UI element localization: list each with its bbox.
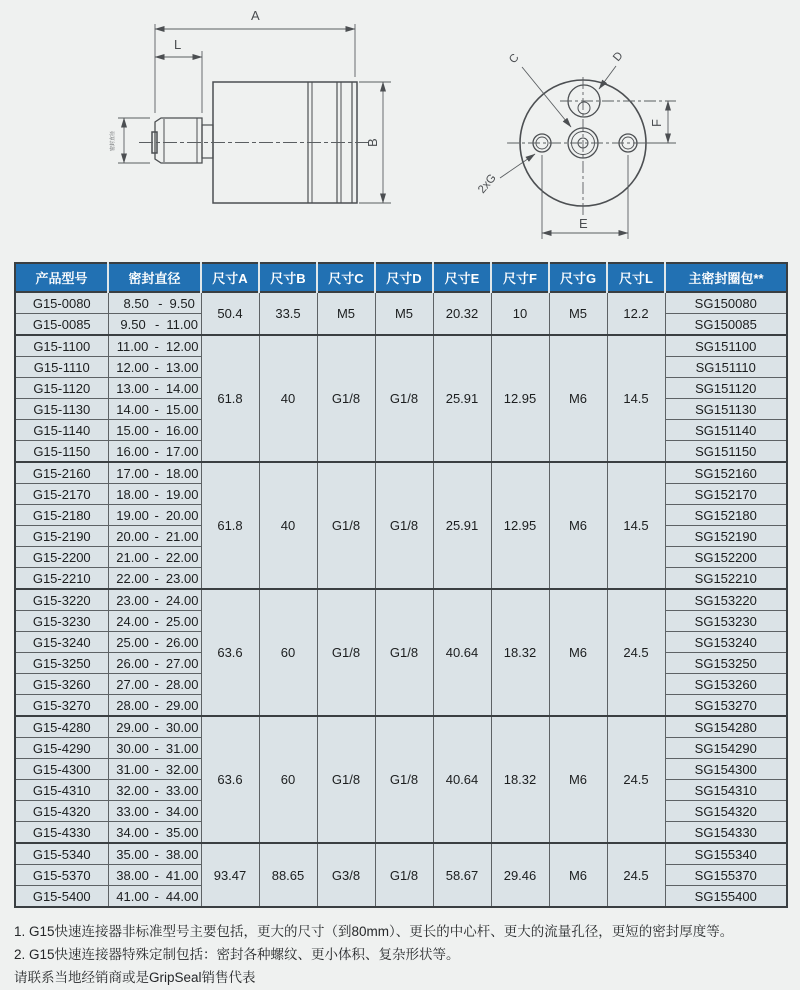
port-label-c: C [507, 51, 522, 66]
dim-cell-F: 12.95 [491, 335, 549, 462]
seal-diameter-cell: 26.00 - 27.00 [108, 653, 201, 674]
seal-diameter-cell: 35.00 - 38.00 [108, 843, 201, 865]
column-header-6: 尺寸E [433, 263, 491, 292]
seal-package-cell: SG154310 [665, 780, 787, 801]
seal-package-cell: SG153230 [665, 611, 787, 632]
seal-diameter-label: 密封直径 [110, 130, 116, 152]
model-cell: G15-5340 [15, 843, 108, 865]
dim-cell-A: 50.4 [201, 292, 259, 335]
port-label-d: D [611, 49, 626, 64]
dim-cell-L: 24.5 [607, 589, 665, 716]
seal-diameter-cell: 16.00 - 17.00 [108, 441, 201, 463]
table-row [15, 843, 787, 865]
column-header-10: 主密封圈包** [665, 263, 787, 292]
model-cell: G15-1140 [15, 420, 108, 441]
dim-cell-C: G1/8 [317, 589, 375, 716]
dim-cell-F: 29.46 [491, 843, 549, 907]
model-cell: G15-4330 [15, 822, 108, 844]
dim-cell-G: M6 [549, 716, 607, 843]
dim-cell-G: M5 [549, 292, 607, 335]
seal-diameter-cell: 21.00 - 22.00 [108, 547, 201, 568]
table-row [15, 335, 787, 357]
model-cell: G15-4280 [15, 716, 108, 738]
table-row [15, 292, 787, 314]
seal-diameter-cell: 20.00 - 21.00 [108, 526, 201, 547]
seal-diameter-cell: 23.00 - 24.00 [108, 589, 201, 611]
seal-package-cell: SG151140 [665, 420, 787, 441]
seal-package-cell: SG153240 [665, 632, 787, 653]
dim-cell-D: G1/8 [375, 335, 433, 462]
model-cell: G15-4310 [15, 780, 108, 801]
model-cell: G15-3250 [15, 653, 108, 674]
model-cell: G15-2200 [15, 547, 108, 568]
column-header-0: 产品型号 [15, 263, 108, 292]
column-header-7: 尺寸F [491, 263, 549, 292]
dim-cell-D: G1/8 [375, 462, 433, 589]
footnotes [14, 921, 800, 990]
table-row [15, 462, 787, 484]
model-cell: G15-3230 [15, 611, 108, 632]
seal-diameter-cell: 29.00 - 30.00 [108, 716, 201, 738]
dim-cell-F: 18.32 [491, 589, 549, 716]
footnote-2: 2. G15快速连接器特殊定制包括：密封各种螺纹、更小体积、复杂形状等。 [14, 946, 460, 962]
seal-diameter-cell: 15.00 - 16.00 [108, 420, 201, 441]
seal-package-cell: SG151150 [665, 441, 787, 463]
dim-cell-G: M6 [549, 843, 607, 907]
seal-package-cell: SG153270 [665, 695, 787, 717]
seal-diameter-cell: 38.00 - 41.00 [108, 865, 201, 886]
column-header-4: 尺寸C [317, 263, 375, 292]
dim-cell-E: 20.32 [433, 292, 491, 335]
dim-cell-G: M6 [549, 335, 607, 462]
dim-label-f: F [649, 119, 664, 127]
dim-cell-C: G1/8 [317, 462, 375, 589]
seal-package-cell: SG154280 [665, 716, 787, 738]
dim-cell-B: 88.65 [259, 843, 317, 907]
seal-package-cell: SG152190 [665, 526, 787, 547]
seal-package-cell: SG150080 [665, 292, 787, 314]
seal-package-cell: SG152200 [665, 547, 787, 568]
seal-diameter-cell: 30.00 - 31.00 [108, 738, 201, 759]
dim-label-l: L [174, 37, 182, 52]
column-header-5: 尺寸D [375, 263, 433, 292]
model-cell: G15-3270 [15, 695, 108, 717]
dim-cell-G: M6 [549, 462, 607, 589]
column-header-8: 尺寸G [549, 263, 607, 292]
dim-cell-A: 93.47 [201, 843, 259, 907]
dim-label-a: A [251, 8, 260, 23]
side-view-drawing [109, 8, 391, 203]
seal-package-cell: SG155400 [665, 886, 787, 908]
seal-package-cell: SG152170 [665, 484, 787, 505]
dim-label-b: B [365, 138, 380, 147]
dim-cell-L: 14.5 [607, 462, 665, 589]
model-cell: G15-2180 [15, 505, 108, 526]
dim-cell-E: 25.91 [433, 462, 491, 589]
dim-cell-E: 40.64 [433, 589, 491, 716]
column-header-1: 密封直径 [108, 263, 201, 292]
dim-cell-A: 61.8 [201, 335, 259, 462]
dim-cell-G: M6 [549, 589, 607, 716]
dim-cell-F: 18.32 [491, 716, 549, 843]
seal-diameter-cell: 31.00 - 32.00 [108, 759, 201, 780]
dim-cell-B: 60 [259, 589, 317, 716]
model-cell: G15-2170 [15, 484, 108, 505]
dim-cell-L: 14.5 [607, 335, 665, 462]
seal-package-cell: SG153260 [665, 674, 787, 695]
dim-cell-A: 63.6 [201, 716, 259, 843]
dim-cell-D: G1/8 [375, 716, 433, 843]
model-cell: G15-2210 [15, 568, 108, 590]
seal-package-cell: SG150085 [665, 314, 787, 336]
seal-diameter-cell: 22.00 - 23.00 [108, 568, 201, 590]
seal-diameter-cell: 25.00 - 26.00 [108, 632, 201, 653]
seal-diameter-cell: 41.00 - 44.00 [108, 886, 201, 908]
model-cell: G15-1150 [15, 441, 108, 463]
dim-cell-C: G1/8 [317, 716, 375, 843]
model-cell: G15-5370 [15, 865, 108, 886]
column-header-9: 尺寸L [607, 263, 665, 292]
model-cell: G15-1120 [15, 378, 108, 399]
dim-cell-C: G1/8 [317, 335, 375, 462]
seal-diameter-cell: 32.00 - 33.00 [108, 780, 201, 801]
seal-package-cell: SG151100 [665, 335, 787, 357]
model-cell: G15-0080 [15, 292, 108, 314]
model-cell: G15-4320 [15, 801, 108, 822]
footnote-contact: 请联系当地经销商或是GripSeal销售代表 [14, 969, 256, 985]
seal-package-cell: SG152180 [665, 505, 787, 526]
seal-package-cell: SG155340 [665, 843, 787, 865]
seal-package-cell: SG154330 [665, 822, 787, 844]
seal-package-cell: SG152210 [665, 568, 787, 590]
seal-package-cell: SG154300 [665, 759, 787, 780]
dim-cell-B: 60 [259, 716, 317, 843]
column-header-3: 尺寸B [259, 263, 317, 292]
dim-label-e: E [579, 216, 588, 231]
seal-diameter-cell: 18.00 - 19.00 [108, 484, 201, 505]
seal-diameter-cell: 12.00 - 13.00 [108, 357, 201, 378]
dim-cell-D: G1/8 [375, 589, 433, 716]
dim-cell-B: 40 [259, 462, 317, 589]
table-row [15, 589, 787, 611]
seal-diameter-cell: 8.50 - 9.50 [108, 292, 201, 314]
seal-package-cell: SG151120 [665, 378, 787, 399]
model-cell: G15-3220 [15, 589, 108, 611]
dim-cell-L: 24.5 [607, 716, 665, 843]
seal-diameter-cell: 24.00 - 25.00 [108, 611, 201, 632]
table-header [15, 263, 787, 292]
spec-table [14, 262, 788, 908]
dim-cell-E: 25.91 [433, 335, 491, 462]
model-cell: G15-1130 [15, 399, 108, 420]
dim-cell-E: 58.67 [433, 843, 491, 907]
seal-package-cell: SG151110 [665, 357, 787, 378]
dim-cell-C: G3/8 [317, 843, 375, 907]
table-row [15, 716, 787, 738]
dim-cell-C: M5 [317, 292, 375, 335]
seal-package-cell: SG154320 [665, 801, 787, 822]
model-cell: G15-5400 [15, 886, 108, 908]
model-cell: G15-0085 [15, 314, 108, 336]
seal-diameter-cell: 34.00 - 35.00 [108, 822, 201, 844]
seal-diameter-cell: 13.00 - 14.00 [108, 378, 201, 399]
seal-package-cell: SG153220 [665, 589, 787, 611]
end-view-drawing [476, 50, 676, 239]
dim-cell-L: 12.2 [607, 292, 665, 335]
seal-diameter-cell: 19.00 - 20.00 [108, 505, 201, 526]
column-header-2: 尺寸A [201, 263, 259, 292]
seal-diameter-cell: 33.00 - 34.00 [108, 801, 201, 822]
dim-cell-D: M5 [375, 292, 433, 335]
model-cell: G15-3260 [15, 674, 108, 695]
dim-cell-L: 24.5 [607, 843, 665, 907]
seal-diameter-cell: 14.00 - 15.00 [108, 399, 201, 420]
dim-cell-A: 61.8 [201, 462, 259, 589]
seal-diameter-cell: 27.00 - 28.00 [108, 674, 201, 695]
model-cell: G15-2190 [15, 526, 108, 547]
dim-cell-E: 40.64 [433, 716, 491, 843]
seal-diameter-cell: 11.00 - 12.00 [108, 335, 201, 357]
dim-cell-F: 10 [491, 292, 549, 335]
seal-diameter-cell: 28.00 - 29.00 [108, 695, 201, 717]
seal-package-cell: SG151130 [665, 399, 787, 420]
seal-package-cell: SG152160 [665, 462, 787, 484]
dim-cell-D: G1/8 [375, 843, 433, 907]
model-cell: G15-4300 [15, 759, 108, 780]
model-cell: G15-1110 [15, 357, 108, 378]
footnote-1: 1. G15快速连接器非标准型号主要包括，更大的尺寸（到80mm）、更长的中心杆、更大的流量孔径，更短的密封厚度等。 [14, 924, 734, 939]
seal-package-cell: SG154290 [665, 738, 787, 759]
seal-package-cell: SG153250 [665, 653, 787, 674]
seal-diameter-cell: 17.00 - 18.00 [108, 462, 201, 484]
seal-diameter-cell: 9.50 - 11.00 [108, 314, 201, 336]
dim-cell-B: 33.5 [259, 292, 317, 335]
drawing-canvas [0, 0, 800, 250]
model-cell: G15-3240 [15, 632, 108, 653]
dim-cell-B: 40 [259, 335, 317, 462]
dim-cell-F: 12.95 [491, 462, 549, 589]
technical-drawings [0, 0, 800, 250]
seal-package-cell: SG155370 [665, 865, 787, 886]
model-cell: G15-1100 [15, 335, 108, 357]
model-cell: G15-2160 [15, 462, 108, 484]
dim-cell-A: 63.6 [201, 589, 259, 716]
hole-label-2xg: 2xG [476, 172, 499, 196]
model-cell: G15-4290 [15, 738, 108, 759]
